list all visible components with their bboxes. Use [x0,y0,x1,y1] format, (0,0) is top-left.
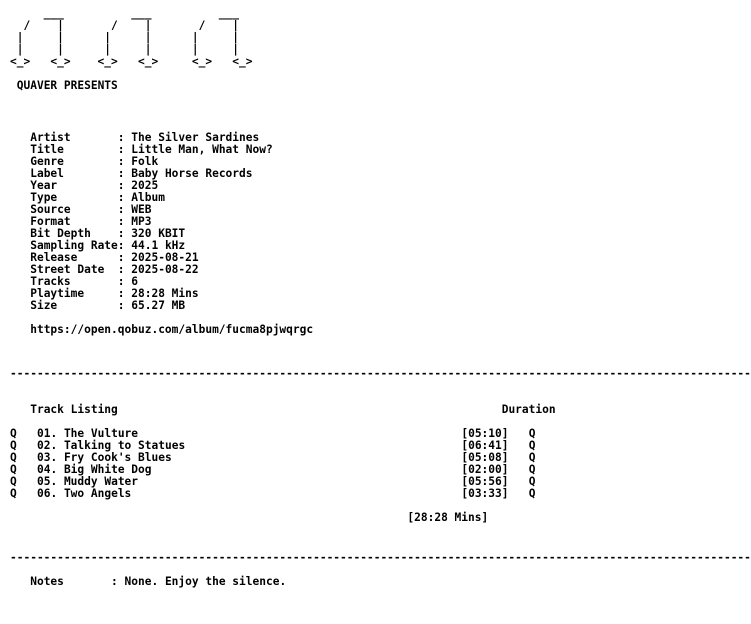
track-title: Two Angels [63,487,462,500]
track-duration: [05:56] [461,475,509,488]
track-marker: Q [10,487,17,500]
info-label: Format [30,215,118,228]
info-value: 2025 [131,179,159,192]
info-value: 6 [131,275,139,288]
info-label: Artist [30,131,118,144]
presents-line: QUAVER PRESENTS [16,79,118,92]
track-marker: Q [528,475,536,488]
notes-section [10,551,751,588]
info-row: Bit Depth : 320 KBIT [30,227,186,240]
track-title: Muddy Water [63,475,462,488]
info-value: Folk [131,155,159,168]
info-value: 2025-08-22 [131,263,199,276]
info-row: Format : MP3 [30,215,152,228]
track-marker: Q [10,427,17,440]
track-title: The Vulture [63,427,462,440]
info-label: Size [30,299,118,312]
info-row: Street Date : 2025-08-22 [30,263,199,276]
track-marker: Q [10,451,17,464]
info-row: Type : Album [30,191,165,204]
track-marker: Q [528,451,536,464]
info-row: Playtime : 28:28 Mins [30,287,199,300]
track-duration: [05:08] [461,451,509,464]
duration-header: Duration [501,403,556,416]
info-value: 2025-08-21 [131,251,199,264]
tracklist-header [10,404,640,416]
info-label: Title [30,143,118,156]
track-marker: Q [10,463,17,476]
info-label: Source [30,203,118,216]
info-label: Playtime [30,287,118,300]
info-label: Tracks [30,275,118,288]
track-duration: [05:10] [461,427,509,440]
info-value: Baby Horse Records [131,167,253,180]
track-number: 02. [36,439,58,452]
info-value: WEB [131,203,152,216]
track-number: 04. [36,463,58,476]
info-label: Release [30,251,118,264]
ascii-logo [10,8,252,92]
notes-row: Notes : None. Enjoy the silence. [30,575,287,588]
album-url-link[interactable]: https://open.qobuz.com/album/fucma8pjwqrgc [30,323,314,336]
info-value: The Silver Sardines [131,131,260,144]
info-row: Source : WEB [30,203,152,216]
info-row: Genre : Folk [30,155,159,168]
track-section [10,367,751,524]
info-value: 65.27 MB [131,299,186,312]
track-number: 03. [36,451,58,464]
track-number: 01. [36,427,58,440]
notes-text: None. Enjoy the silence. [124,575,287,588]
track-title: Fry Cook's Blues [63,451,462,464]
info-row: Year : 2025 [30,179,159,192]
info-value: Little Man, What Now? [131,143,273,156]
track-duration: [06:41] [461,439,509,452]
track-marker: Q [528,463,536,476]
track-marker: Q [10,475,17,488]
info-label: Bit Depth [30,227,118,240]
info-value: 28:28 Mins [131,287,199,300]
info-label: Label [30,167,118,180]
logo-art: ___ ___ ___ / | / | / | | | | | | | | | | | | | <_> <_> <_> <_> <_> <_> [10,7,253,68]
info-value: 320 KBIT [131,227,186,240]
separator-line: -------------------------------------------------------------------------------------------------------------- [10,551,751,564]
tracklist-title: Track Listing [30,403,118,416]
info-value: 44.1 kHz [131,239,186,252]
info-label: Street Date [30,263,118,276]
total-row [10,512,640,524]
info-label: Sampling Rate [30,239,118,252]
info-row: Title : Little Man, What Now? [30,143,273,156]
info-label: Year [30,179,118,192]
info-row: Tracks : 6 [30,275,139,288]
track-duration: [02:00] [461,463,509,476]
notes-label: Notes [30,575,112,588]
track-marker: Q [528,427,536,440]
info-row: Release : 2025-08-21 [30,251,199,264]
info-label: Type [30,191,118,204]
track-row [10,488,640,500]
track-marker: Q [10,439,17,452]
track-title: Big White Dog [63,463,462,476]
release-info [10,96,313,336]
info-row: Label : Baby Horse Records [30,167,253,180]
info-row: Sampling Rate: 44.1 kHz [30,239,186,252]
info-value: Album [131,191,165,204]
track-number: 06. [36,487,58,500]
info-row: Artist : The Silver Sardines [30,131,260,144]
info-label: Genre [30,155,118,168]
track-marker: Q [528,487,536,500]
separator-line: -------------------------------------------------------------------------------------------------------------- [10,367,751,380]
track-duration: [03:33] [461,487,509,500]
track-marker: Q [528,439,536,452]
info-value: MP3 [131,215,152,228]
track-title: Talking to Statues [63,439,462,452]
track-number: 05. [36,475,58,488]
total-playtime: [28:28 Mins] [407,511,489,524]
info-row: Size : 65.27 MB [30,299,186,312]
